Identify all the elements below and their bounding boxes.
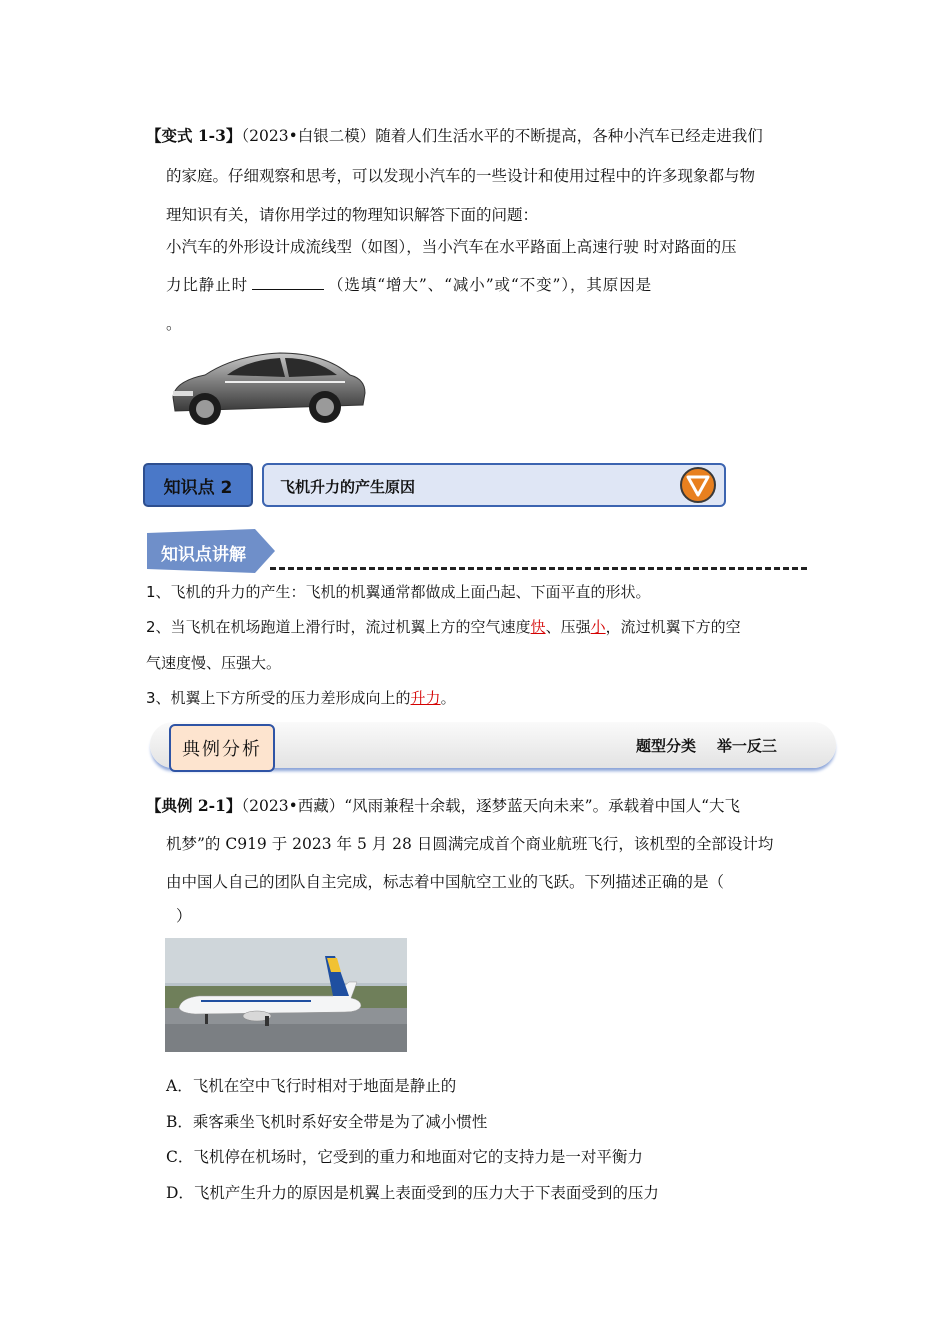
- option-b[interactable]: B．乘客乘坐飞机时系好安全带是为了减小惯性: [166, 1113, 488, 1131]
- example-line-2: 机梦”的 C919 于 2023 年 5 月 28 日圆满完成首个商业航班飞行，该机型的全部设计均: [166, 835, 774, 853]
- point-3: 3、机翼上下方所受的压力差形成向上的升力。: [146, 689, 456, 707]
- example-line-4: ）: [176, 907, 192, 925]
- dashed-divider: [270, 567, 807, 570]
- point-1: 1、飞机的升力的产生：飞机的机翼通常都做成上面凸起、下面平直的形状。: [146, 583, 651, 601]
- variant-line-1: 【变式 1-3】（2023•白银二模）随着人们生活水平的不断提高，各种小汽车已经走进我们: [146, 126, 763, 145]
- point-2: 2、当飞机在机场跑道上滑行时，流过机翼上方的空气速度快、压强小，流过机翼下方的空: [146, 618, 741, 636]
- variant-line-2: 的家庭。仔细观察和思考，可以发现小汽车的一些设计和使用过程中的许多现象都与物: [166, 167, 756, 185]
- option-d[interactable]: D．飞机产生升力的原因是机翼上表面受到的压力大于下表面受到的压力: [166, 1184, 659, 1202]
- knowledge-point-title-box: [262, 463, 726, 507]
- knowledge-point-label: 知识点 2: [143, 463, 253, 507]
- expand-triangle-icon[interactable]: [680, 467, 716, 503]
- example-bar-right-text: 题型分类 举一反三: [636, 737, 777, 755]
- variant-line-5: 力比静止时 （选填“增大”、“减小”或“不变”），其原因是: [166, 276, 653, 294]
- variant-line-6: 。: [166, 315, 182, 333]
- example-tag: 典例分析: [169, 724, 275, 772]
- example-line-3: 由中国人自己的团队自主完成，标志着中国航空工业的飞跃。下列描述正确的是（: [166, 873, 725, 891]
- variant-label: 【变式 1-3】: [146, 126, 242, 145]
- section-banner-label: 知识点讲解: [161, 545, 246, 565]
- knowledge-point-title: 飞机升力的产生原因: [280, 478, 416, 496]
- example-label: 【典例 2-1】: [146, 796, 242, 815]
- section-banner: [147, 529, 275, 573]
- point-2-line-2: 气速度慢、压强大。: [146, 654, 282, 672]
- highlight-fast: 快: [530, 618, 546, 636]
- option-a[interactable]: A．飞机在空中飞行时相对于地面是静止的: [166, 1077, 457, 1095]
- airplane-photo: [165, 938, 407, 1052]
- variant-line-4: 小汽车的外形设计成流线型（如图），当小汽车在水平路面上高速行驶 时对路面的压: [166, 238, 737, 256]
- highlight-small: 小: [590, 618, 606, 636]
- option-c[interactable]: C．飞机停在机场时，它受到的重力和地面对它的支持力是一对平衡力: [166, 1148, 643, 1166]
- highlight-lift: 升力: [410, 689, 441, 707]
- car-photo: [165, 345, 370, 430]
- answer-blank[interactable]: [252, 275, 324, 290]
- example-line-1: 【典例 2-1】（2023•西藏）“风雨兼程十余载，逐梦蓝天向未来”。承载着中国人“大飞: [146, 796, 741, 815]
- variant-line-3: 理知识有关，请你用学过的物理知识解答下面的问题：: [166, 206, 539, 224]
